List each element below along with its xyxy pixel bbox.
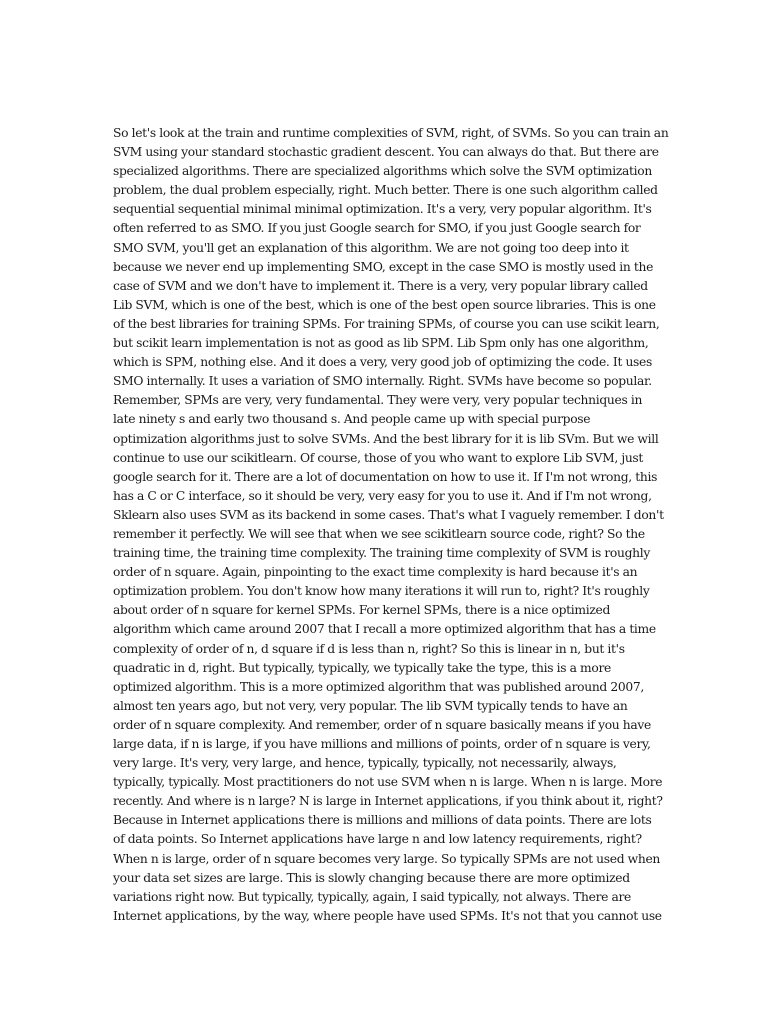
text-line: sequential sequential minimal minimal optimization. It's a very, very popular algorithm. It's bbox=[113, 202, 652, 217]
text-line: Lib SVM, which is one of the best, which is one of the best open source libraries. This is one bbox=[113, 297, 656, 312]
text-line: So let's look at the train and runtime complexities of SVM, right, of SVMs. So you can train an bbox=[113, 126, 669, 140]
text-line: which is SPM, nothing else. And it does a very, very good job of optimizing the code. It uses bbox=[113, 355, 652, 370]
text-line: recently. And where is n large? N is large in Internet applications, if you think about it, right? bbox=[113, 794, 663, 809]
text-line: of data points. So Internet applications have large n and low latency requirements, right? bbox=[113, 832, 642, 847]
text-line: variations right now. But typically, typically, again, I said typically, not always. There are bbox=[113, 889, 631, 904]
text-line: order of n square complexity. And remember, order of n square basically means if you have bbox=[113, 717, 651, 732]
text-line: but scikit learn implementation is not as good as lib SPM. Lib Spm only has one algorithm, bbox=[113, 336, 649, 351]
text-line: your data set sizes are large. This is slowly changing because there are more optimized bbox=[113, 870, 630, 885]
text-line: often referred to as SMO. If you just Google search for SMO, if you just Google search for bbox=[113, 221, 641, 236]
text-line: Remember, SPMs are very, very fundamental. They were very, very popular techniques in bbox=[113, 393, 643, 408]
text-line: almost ten years ago, but not very, very popular. The lib SVM typically tends to have an bbox=[113, 698, 628, 713]
text-line: training time, the training time complexity. The training time complexity of SVM is roughly bbox=[113, 546, 650, 561]
text-line: about order of n square for kernel SPMs. For kernel SPMs, there is a nice optimized bbox=[113, 603, 611, 618]
text-line: quadratic in d, right. But typically, typically, we typically take the type, this is a more bbox=[113, 660, 611, 675]
text-line: Because in Internet applications there is millions and millions of data points. There are lots bbox=[113, 813, 652, 828]
text-line: complexity of order of n, d square if d is less than n, right? So this is linear in n, but it's bbox=[113, 641, 625, 656]
text-line: optimization algorithms just to solve SVMs. And the best library for it is lib SVm. But we will bbox=[113, 431, 659, 446]
text-line: large data, if n is large, if you have millions and millions of points, order of n square is very, bbox=[113, 737, 651, 751]
text-line: case of SVM and we don't have to implement it. There is a very, very popular library called bbox=[113, 278, 648, 293]
text-line: SVM using your standard stochastic gradient descent. You can always do that. But there are bbox=[113, 145, 659, 160]
text-line: google search for it. There are a lot of documentation on how to use it. If I'm not wrong, this bbox=[113, 469, 658, 484]
text-line: has a C or C interface, so it should be very, very easy for you to use it. And if I'm not wrong, bbox=[113, 488, 652, 503]
text-line: Sklearn also uses SVM as its backend in some cases. That's what I vaguely remember. I don't bbox=[113, 507, 664, 522]
text-line: When n is large, order of n square becomes very large. So typically SPMs are not used when bbox=[113, 851, 661, 866]
text-line: SMO SVM, you'll get an explanation of this algorithm. We are not going too deep into it bbox=[113, 240, 629, 255]
text-line: problem, the dual problem especially, right. Much better. There is one such algorithm called bbox=[113, 183, 658, 198]
text-line: very large. It's very, very large, and hence, typically, typically, not necessarily, always, bbox=[113, 756, 617, 771]
text-line: because we never end up implementing SMO, except in the case SMO is mostly used in the bbox=[113, 259, 654, 274]
text-line: of the best libraries for training SPMs. For training SPMs, of course you can use scikit learn, bbox=[113, 316, 660, 331]
text-line: optimized algorithm. This is a more optimized algorithm that was published around 2007, bbox=[113, 679, 644, 694]
document-page bbox=[113, 124, 669, 926]
text-line: remember it perfectly. We will see that when we see scikitlearn source code, right? So the bbox=[113, 526, 645, 541]
text-line: specialized algorithms. There are specialized algorithms which solve the SVM optimization bbox=[113, 164, 652, 179]
text-line: SMO internally. It uses a variation of SMO internally. Right. SVMs have become so popular. bbox=[113, 374, 652, 389]
text-line: typically, typically. Most practitioners do not use SVM when n is large. When n is large. More bbox=[113, 775, 663, 790]
text-line: Internet applications, by the way, where people have used SPMs. It's not that you cannot use bbox=[113, 908, 662, 923]
text-line: optimization problem. You don't know how many iterations it will run to, right? It's roughly bbox=[113, 584, 650, 599]
text-line: order of n square. Again, pinpointing to the exact time complexity is hard because it's an bbox=[113, 565, 638, 580]
text-line: late ninety s and early two thousand s. And people came up with special purpose bbox=[113, 412, 591, 427]
text-line: continue to use our scikitlearn. Of course, those of you who want to explore Lib SVM, just bbox=[113, 450, 644, 465]
text-line: algorithm which came around 2007 that I recall a more optimized algorithm that has a time bbox=[113, 622, 656, 637]
